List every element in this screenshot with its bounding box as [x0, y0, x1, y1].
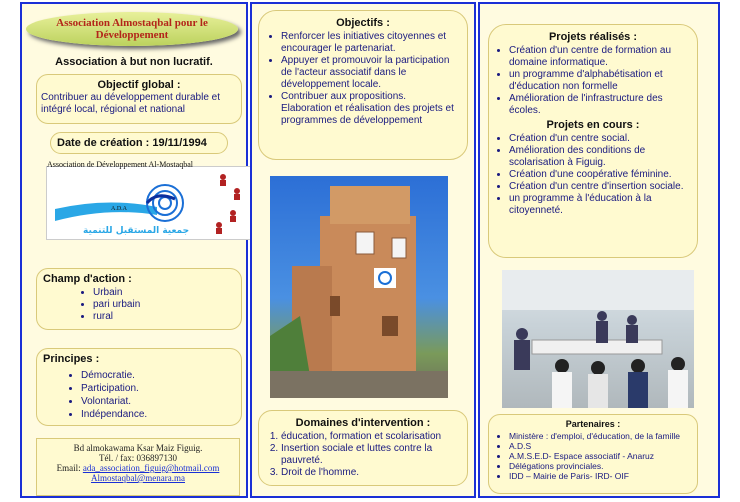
association-subtitle: Association à but non lucratif.: [55, 56, 213, 68]
date-creation-card: [50, 132, 228, 154]
list-item: • Indépendance.: [81, 408, 235, 421]
partenaires-title: Partenaires :: [565, 419, 621, 429]
objectif-global-title: Objectif global :: [97, 79, 181, 91]
logo-arc-text: Association de Développement Al-Mostaqbal: [47, 160, 193, 169]
contact-email-row: [37, 463, 239, 473]
contact-info: [36, 438, 240, 496]
objectif-global-card: [36, 74, 242, 124]
domaines-list: [267, 431, 459, 479]
list-item: • un programme à l'éducation à la citoyenneté.: [509, 193, 689, 217]
title-line-2: Développement: [95, 29, 169, 41]
list-item: • un programme d'alphabétisation et d'éducation non formelle: [509, 69, 689, 93]
association-logo: [46, 160, 254, 240]
list-item: • Ministère : d'emploi, d'éducation, de la famille: [509, 431, 691, 441]
workshop-illustration: [502, 270, 694, 408]
list-item: 2. Insertion sociale et luttes contre la pauvreté.: [281, 443, 459, 467]
list-item: • Urbain: [93, 287, 235, 299]
left-panel: [20, 2, 248, 498]
domaines-title: Domaines d'intervention :: [295, 417, 431, 429]
list-item: • Volontariat.: [81, 395, 235, 408]
champ-action-title: Champ d'action :: [43, 273, 132, 285]
principes-title: Principes :: [43, 353, 100, 365]
middle-panel: [250, 2, 476, 498]
list-item: • Création d'un centre d'insertion sociale.: [509, 181, 689, 193]
people-icon: [216, 174, 240, 234]
list-item: • Délégations provinciales.: [509, 461, 691, 471]
list-item: 1. éducation, formation et scolarisation: [281, 431, 459, 443]
list-item: • A.M.S.E.D- Espace associatif - Anaruz: [509, 451, 691, 461]
logo-arabic: جمعية المستقبل للتنمية: [83, 226, 190, 236]
list-item: • Participation.: [81, 382, 235, 395]
contact-phone: Tél. / fax: 036897130: [99, 453, 177, 463]
list-item: • IDD – Mairie de Paris- IRD- OIF: [509, 471, 691, 481]
list-item: • Appuyer et promouvoir la participation de l'acteur associatif dans le développement locale.: [281, 55, 459, 91]
list-item: • A.D.S: [509, 441, 691, 451]
objectif-global-text: Contribuer au développement durable et intégré local, régional et national: [41, 92, 221, 115]
partenaires-list: [495, 431, 691, 481]
list-item: • Renforcer les initiatives citoyennes et encourager le partenariat.: [281, 31, 459, 55]
objectifs-list: [267, 31, 459, 127]
list-item: • Création d'un centre de formation au domaine informatique.: [509, 45, 689, 69]
champ-action-card: [36, 268, 242, 330]
list-item: • Création d'un centre social.: [509, 133, 689, 145]
workshop-photo: [502, 270, 694, 408]
email-link-2[interactable]: Almostaqbal@menara.ma: [90, 473, 185, 483]
logo-graphic: [47, 160, 253, 239]
projets-realises-title: Projets réalisés :: [548, 31, 638, 43]
email-link-1[interactable]: ada_association_figuig@hotmail.com: [82, 463, 220, 473]
principes-card: [36, 348, 242, 426]
list-item: • Amélioration des conditions de scolarisation à Figuig.: [509, 145, 689, 169]
champ-action-list: [43, 287, 235, 323]
principes-list: [43, 369, 235, 421]
projets-en-cours-title: Projets en cours :: [546, 119, 640, 131]
list-item: • Démocratie.: [81, 369, 235, 382]
projets-realises-list: [497, 45, 689, 117]
list-item: • pari urbain: [93, 299, 235, 311]
objectifs-card: [258, 10, 468, 160]
right-panel: [478, 2, 720, 498]
date-creation: Date de création : 19/11/1994: [57, 137, 207, 149]
building-photo: [270, 176, 448, 398]
domaines-card: [258, 410, 468, 486]
projets-card: [488, 24, 698, 258]
projets-en-cours-list: [497, 133, 689, 217]
objectifs-title: Objectifs :: [336, 17, 390, 29]
contact-address: Bd almokawama Ksar Maiz Figuig.: [73, 443, 203, 453]
building-illustration: [270, 176, 448, 398]
list-item: • rural: [93, 311, 235, 323]
list-item: • Création d'une coopérative féminine.: [509, 169, 689, 181]
partenaires-card: [488, 414, 698, 494]
list-item: 3. Droit de l'homme.: [281, 467, 459, 479]
contact-email-label: Email:: [56, 463, 81, 473]
association-title: [26, 12, 238, 46]
title-line-1: Association Almostaqbal pour le: [56, 17, 208, 29]
list-item: • Contribuer aux propositions. Elaboration et réalisation des projets et programmes de développement: [281, 91, 459, 127]
list-item: • Amélioration de l'infrastructure des écoles.: [509, 93, 689, 117]
logo-abbr: A.D.A: [111, 206, 127, 212]
